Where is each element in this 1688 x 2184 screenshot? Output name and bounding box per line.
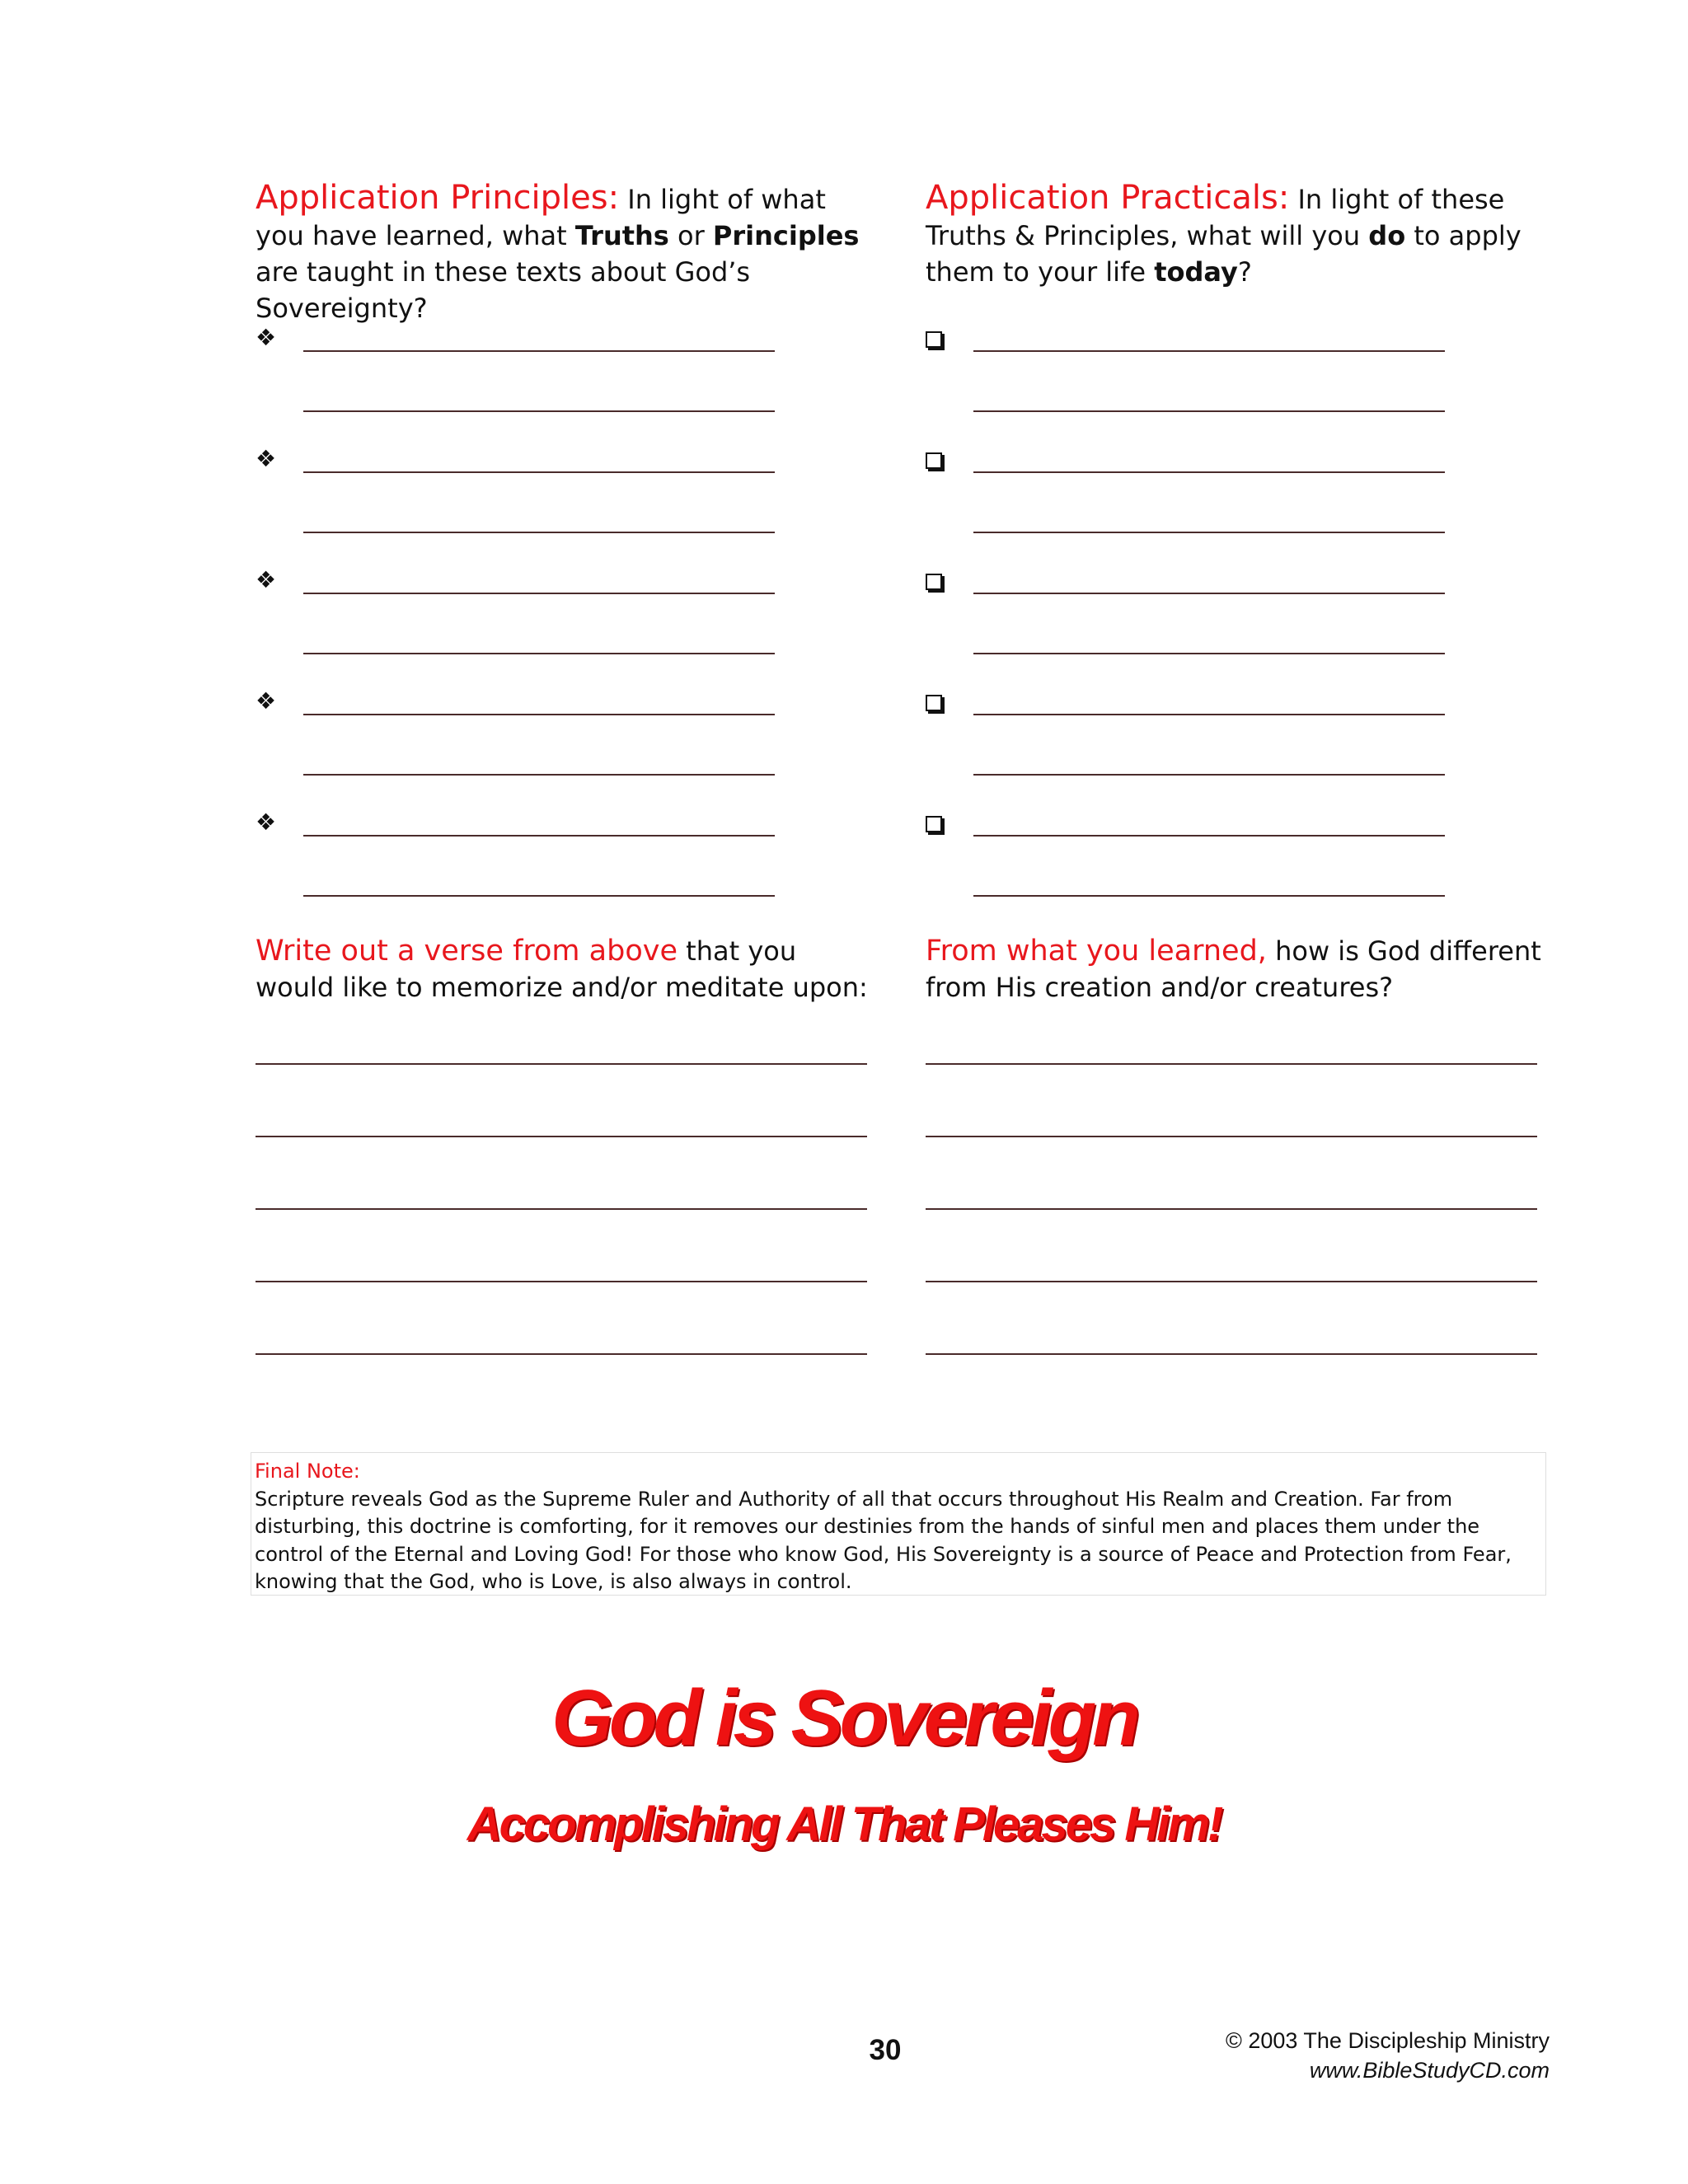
answer-line[interactable] — [973, 835, 1445, 837]
checkbox-icon[interactable] — [926, 564, 942, 599]
verse-writing-area — [256, 1063, 867, 1376]
practicals-answer-row — [926, 572, 1503, 693]
answer-line[interactable] — [973, 774, 1445, 776]
diamond-bullet-icon: ❖ — [256, 445, 277, 472]
answer-line[interactable] — [973, 532, 1445, 533]
writing-line[interactable] — [256, 1281, 867, 1282]
answer-line[interactable] — [973, 895, 1445, 897]
practicals-heading: Application Practicals: — [926, 179, 1290, 217]
writing-line[interactable] — [256, 1063, 867, 1065]
checkbox-square[interactable] — [926, 574, 942, 590]
checkbox-square[interactable] — [926, 816, 942, 832]
practicals-answer-list — [926, 330, 1503, 940]
answer-line[interactable] — [973, 410, 1445, 412]
principles-answer-row — [256, 808, 832, 935]
page-number: 30 — [869, 2034, 902, 2066]
writing-line[interactable] — [926, 1136, 1537, 1137]
writing-line[interactable] — [926, 1281, 1537, 1282]
answer-line[interactable] — [303, 653, 775, 654]
answer-line[interactable] — [973, 350, 1445, 352]
principles-prompt: Application Principles: In light of what you have learned, what Truths or Principles are taught in these texts about God’s Sovereignty? — [256, 179, 860, 324]
writing-line[interactable] — [256, 1208, 867, 1210]
slogan-subtitle: Accomplishing All That Pleases Him! — [467, 1797, 1221, 1851]
checkbox-icon[interactable] — [926, 806, 942, 841]
principles-answer-row — [256, 687, 832, 814]
answer-line[interactable] — [303, 774, 775, 776]
practicals-prompt: Application Practicals: In light of these Truths & Principles, what will you do to apply them to your life today? — [926, 179, 1522, 288]
principles-answer-row — [256, 566, 832, 693]
diamond-bullet-icon: ❖ — [256, 687, 277, 715]
checkbox-icon[interactable] — [926, 685, 942, 720]
answer-line[interactable] — [303, 350, 775, 352]
verse-prompt-highlight: Write out a verse from above — [256, 935, 678, 968]
answer-line[interactable] — [303, 714, 775, 715]
principles-answer-row — [256, 445, 832, 572]
checkbox-icon[interactable] — [926, 321, 942, 357]
principles-answer-row — [256, 324, 832, 451]
answer-line[interactable] — [973, 593, 1445, 594]
writing-line[interactable] — [256, 1353, 867, 1355]
slogan-title: God is Sovereign — [551, 1674, 1137, 1762]
answer-line[interactable] — [303, 471, 775, 473]
website-url[interactable]: www.BibleStudyCD.com — [1309, 2058, 1550, 2083]
writing-line[interactable] — [926, 1063, 1537, 1065]
answer-line[interactable] — [303, 895, 775, 897]
different-prompt-highlight: From what you learned, — [926, 935, 1267, 968]
final-note-body: Scripture reveals God as the Supreme Ruler and Authority of all that occurs throughout His Realm and Creation. Far from disturbing, this doctrine is comforting, for it removes our destinies from the hands of sinful men and places them under the control of the Eternal and Loving God! For those who know God, His Sovereignty is a source of Peace and Protection from Fear, knowing that the God, who is Love, is also always in control. — [255, 1487, 1512, 1593]
final-note-title: Final Note: — [255, 1460, 360, 1483]
practicals-answer-row — [926, 814, 1503, 935]
practicals-answer-row — [926, 330, 1503, 451]
diamond-bullet-icon: ❖ — [256, 808, 277, 836]
diamond-bullet-icon: ❖ — [256, 324, 277, 351]
principles-answer-list — [256, 324, 832, 940]
different-prompt: From what you learned, how is God different from His creation and/or creatures? — [926, 935, 1541, 1003]
diamond-bullet-icon: ❖ — [256, 566, 277, 593]
checkbox-icon[interactable] — [926, 443, 942, 478]
different-writing-area — [926, 1063, 1537, 1376]
answer-line[interactable] — [973, 714, 1445, 715]
answer-line[interactable] — [973, 653, 1445, 654]
answer-line[interactable] — [303, 532, 775, 533]
writing-line[interactable] — [256, 1136, 867, 1137]
writing-line[interactable] — [926, 1353, 1537, 1355]
checkbox-square[interactable] — [926, 452, 942, 469]
checkbox-square[interactable] — [926, 695, 942, 711]
copyright-text: © 2003 The Discipleship Ministry — [1225, 2028, 1550, 2053]
practicals-answer-row — [926, 693, 1503, 814]
final-note-box — [251, 1452, 1546, 1596]
answer-line[interactable] — [303, 593, 775, 594]
answer-line[interactable] — [973, 471, 1445, 473]
copyright-block — [1226, 2026, 1550, 2085]
practicals-answer-row — [926, 451, 1503, 572]
writing-line[interactable] — [926, 1208, 1537, 1210]
answer-line[interactable] — [303, 835, 775, 837]
verse-prompt: Write out a verse from above that you would like to memorize and/or meditate upon: — [256, 935, 868, 1003]
principles-heading: Application Principles: — [256, 179, 620, 217]
checkbox-square[interactable] — [926, 331, 942, 348]
answer-line[interactable] — [303, 410, 775, 412]
